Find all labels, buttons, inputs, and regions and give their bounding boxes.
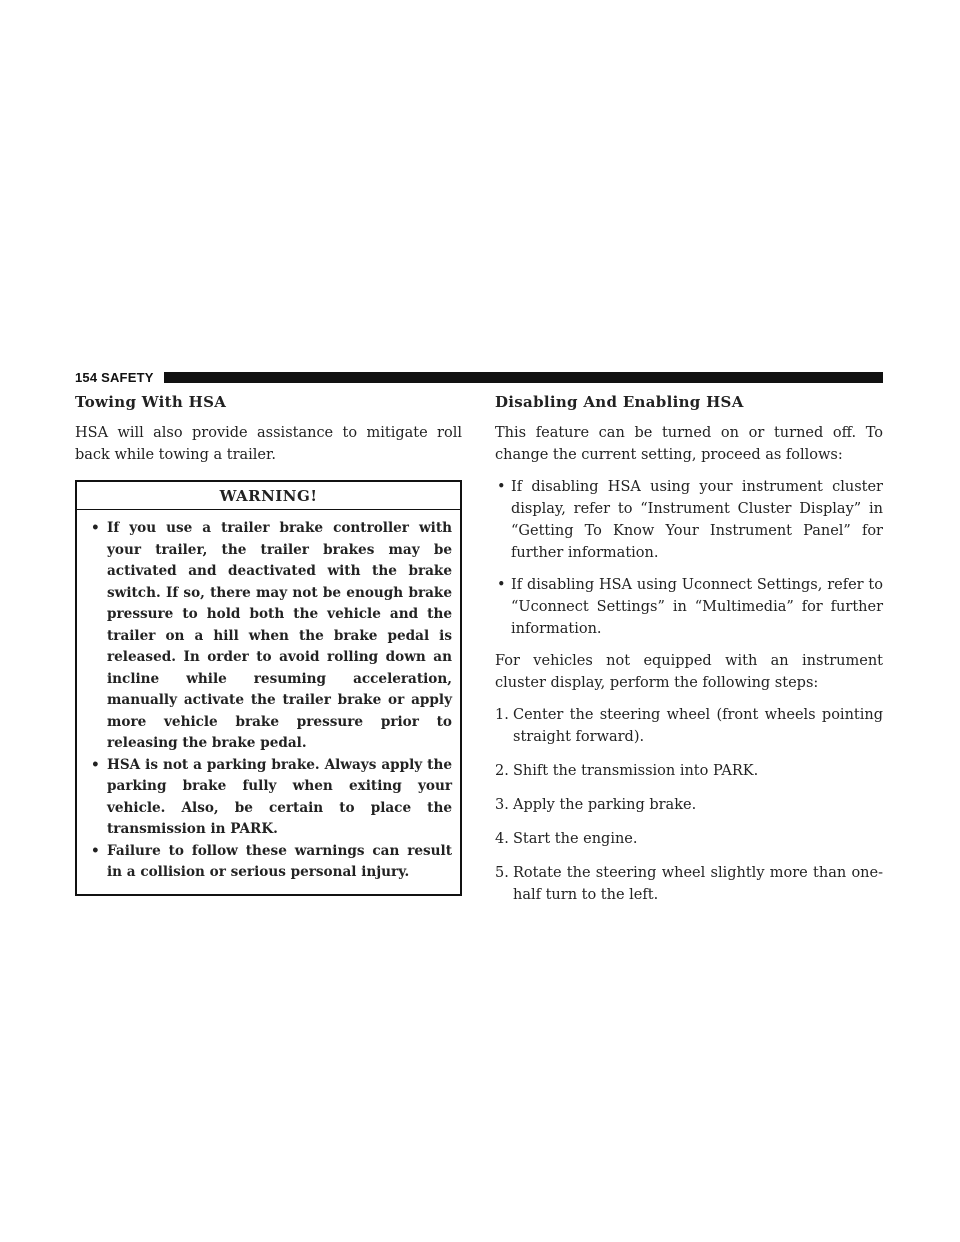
step-text: Apply the parking brake. xyxy=(513,797,697,813)
page-header xyxy=(75,370,883,384)
step-item xyxy=(495,828,883,850)
list-item: • If disabling HSA using your instrument cluster display, refer to “Instrument Cluster Display” in “Getting To Know Your Instrument Panel” for further information. xyxy=(495,476,883,564)
left-column xyxy=(75,392,462,896)
header-rule xyxy=(164,372,883,383)
warning-list xyxy=(77,510,460,894)
step-item xyxy=(495,862,883,906)
warning-item: • If you use a trailer brake controller with your trailer, the trailer brakes may be activated and deactivated with the brake switch. If so, there may not be enough brake pressure to hold both the vehicle and the trailer on a hill when the brake pedal is released. In order to avoid rolling down an incline while resuming acceleration, manually activate the trailer brake or apply more vehicle brake pressure prior to releasing the brake pedal. xyxy=(91,518,452,755)
list-item: • If disabling HSA using Uconnect Settings, refer to “Uconnect Settings” in “Multimedia” for further information. xyxy=(495,574,883,640)
step-item xyxy=(495,760,883,782)
step-number: 5. xyxy=(495,865,509,881)
steps-list xyxy=(495,704,883,906)
disabling-options-list xyxy=(495,476,883,640)
step-item xyxy=(495,704,883,748)
disabling-heading: Disabling And Enabling HSA xyxy=(495,393,744,411)
disabling-intro: This feature can be turned on or turned off. To change the current setting, proceed as follows: xyxy=(495,425,883,463)
step-number: 2. xyxy=(495,763,509,779)
no-cluster-paragraph: For vehicles not equipped with an instrument cluster display, perform the following steps: xyxy=(495,653,883,691)
step-text: Start the engine. xyxy=(513,831,638,847)
towing-intro: HSA will also provide assistance to mitigate roll back while towing a trailer. xyxy=(75,425,462,463)
towing-heading: Towing With HSA xyxy=(75,393,227,411)
step-text: Center the steering wheel (front wheels pointing straight forward). xyxy=(513,707,883,745)
step-text: Shift the transmission into PARK. xyxy=(513,763,759,779)
warning-item: • Failure to follow these warnings can result in a collision or serious personal injury. xyxy=(91,841,452,884)
step-number: 3. xyxy=(495,797,509,813)
warning-title: WARNING! xyxy=(77,482,460,510)
step-text: Rotate the steering wheel slightly more than one-half turn to the left. xyxy=(513,865,883,903)
warning-item: • HSA is not a parking brake. Always apply the parking brake fully when exiting your vehicle. Also, be certain to place the transmission in PARK. xyxy=(91,755,452,841)
right-column xyxy=(495,392,883,918)
step-number: 4. xyxy=(495,831,509,847)
page-number-section: 154 SAFETY xyxy=(75,369,154,385)
step-item xyxy=(495,794,883,816)
warning-box xyxy=(75,480,462,896)
step-number: 1. xyxy=(495,707,509,723)
